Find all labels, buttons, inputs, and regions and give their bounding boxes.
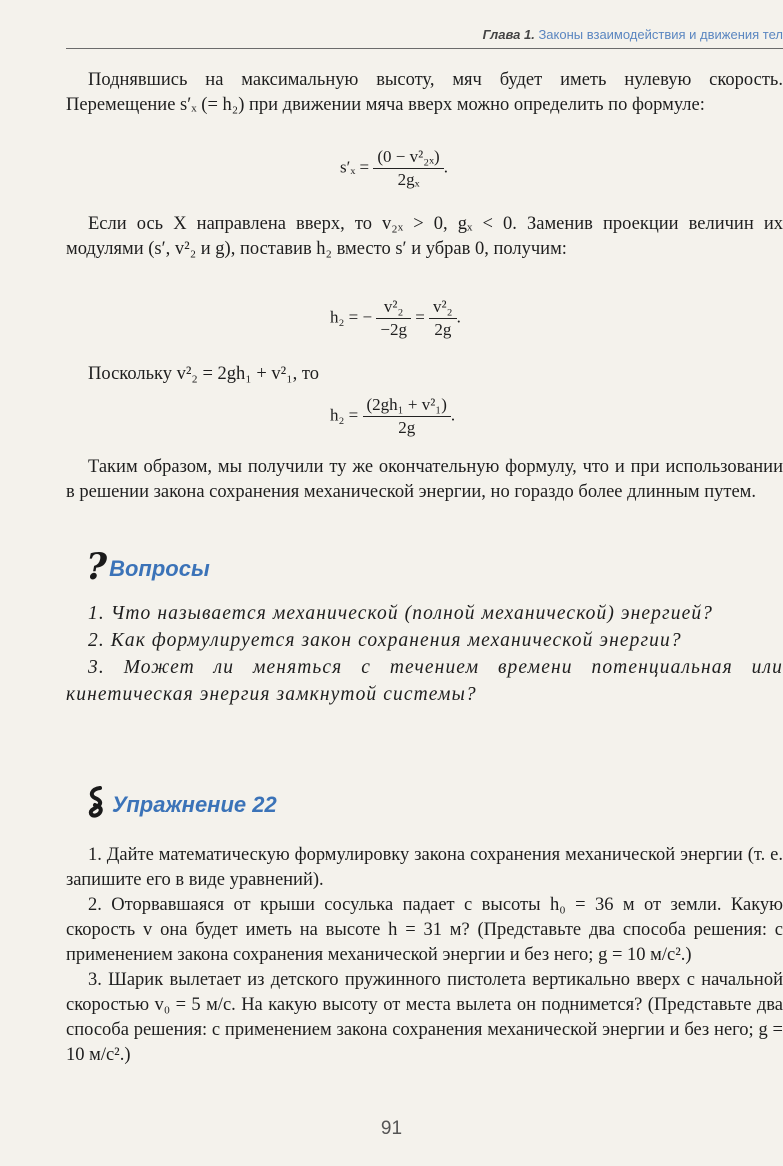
exercise-heading <box>86 786 277 818</box>
chapter-label: Глава 1. <box>482 27 535 42</box>
exercise-title: Упражнение 22 <box>112 792 277 817</box>
formula1-denominator: 2gₓ <box>397 170 420 189</box>
intro-paragraph-2: Если ось X направлена вверх, то v₂ₓ > 0, gₓ < 0. Заменив проекции величин их модулями (s′, v²₂ и g), поставив h₂ вместо s′ и убрав 0, получим: <box>66 214 783 259</box>
formula3-lhs: h₂ = <box>330 405 359 425</box>
question-mark-icon: ? <box>86 546 108 588</box>
formula-height-final: h₂ = $\frac{\text{(2gh₁ + v²₁)}}{2g}$ . <box>330 395 456 437</box>
formula1-numerator: (0 − v²₂ₓ) <box>373 146 443 169</box>
exercise-item: 2. Оторвавшаяся от крыши сосулька падает с высоты h₀ = 36 м от земли. Какую скорость v она будет иметь на высоте h = 31 м? (Представьте два способа решения: с применением закона сохранения механической энергии и без него; g = 10 м/с².) <box>66 895 783 965</box>
exercise-item: 1. Дайте математическую формулировку закона сохранения механической энергии (т. е. запишите его в виде уравнений). <box>66 845 783 890</box>
header-rule <box>66 48 783 49</box>
questions-list <box>66 600 783 708</box>
intro-paragraph-3: Поскольку v²₂ = 2gh₁ + v²₁, то <box>88 364 320 384</box>
formula-height-projection: h₂ = − $\frac{\text{v²₂}}{-2g}$ = $\frac{\text{v²₂}}{2g}$ . <box>330 297 461 339</box>
formula-displacement: s′ₓ = $\frac{\text{(0 − v²₂ₓ)}}{\text{2gₓ}}$ . <box>340 147 448 189</box>
intro-paragraph-4: Таким образом, мы получили ту же окончательную формулу, что и при использовании в решении закона сохранения механической энергии, но гораздо более длинным путем. <box>66 457 783 502</box>
page-number: 91 <box>380 1118 403 1139</box>
formula2-fraction-2: $\frac{\text{v²₂}}{2g}$ <box>429 296 457 341</box>
exercise-item: 3. Шарик вылетает из детского пружинного пистолета вертикально вверх с начальной скоростью v₀ = 5 м/с. На какую высоту от места вылета он поднимется? (Представьте два способа решения: с применением закона сохранения механической энергии и без него; g = 10 м/с².) <box>66 970 783 1065</box>
intro-paragraph-1: Поднявшись на максимальную высоту, мяч будет иметь нулевую скорость. Перемещение s′ₓ (= h₂) при движении мяча вверх можно определить по формуле: <box>66 70 783 115</box>
formula1-fraction <box>373 146 443 191</box>
chapter-title: Законы взаимодействия и движения тел <box>538 27 783 42</box>
question-item: 1. Что называется механической (полной механической) энергией? <box>88 603 714 624</box>
questions-title: Вопросы <box>109 556 210 581</box>
formula2-equals: = <box>415 307 425 327</box>
question-item: 3. Может ли меняться с течением времени потенциальная или кинетическая энергия замкнутой системы? <box>66 657 783 705</box>
running-header <box>0 24 783 46</box>
exercise-icon <box>86 786 108 818</box>
formula3-fraction: $\frac{\text{(2gh₁ + v²₁)}}{2g}$ <box>363 394 451 439</box>
exercise-list <box>66 843 783 1068</box>
formula2-lhs: h₂ = − <box>330 307 373 327</box>
formula1-lhs: s′ₓ = <box>340 157 370 177</box>
formula2-fraction-1: $\frac{\text{v²₂}}{-2g}$ <box>376 296 411 341</box>
questions-heading <box>86 546 210 588</box>
question-item: 2. Как формулируется закон сохранения механической энергии? <box>88 630 682 651</box>
